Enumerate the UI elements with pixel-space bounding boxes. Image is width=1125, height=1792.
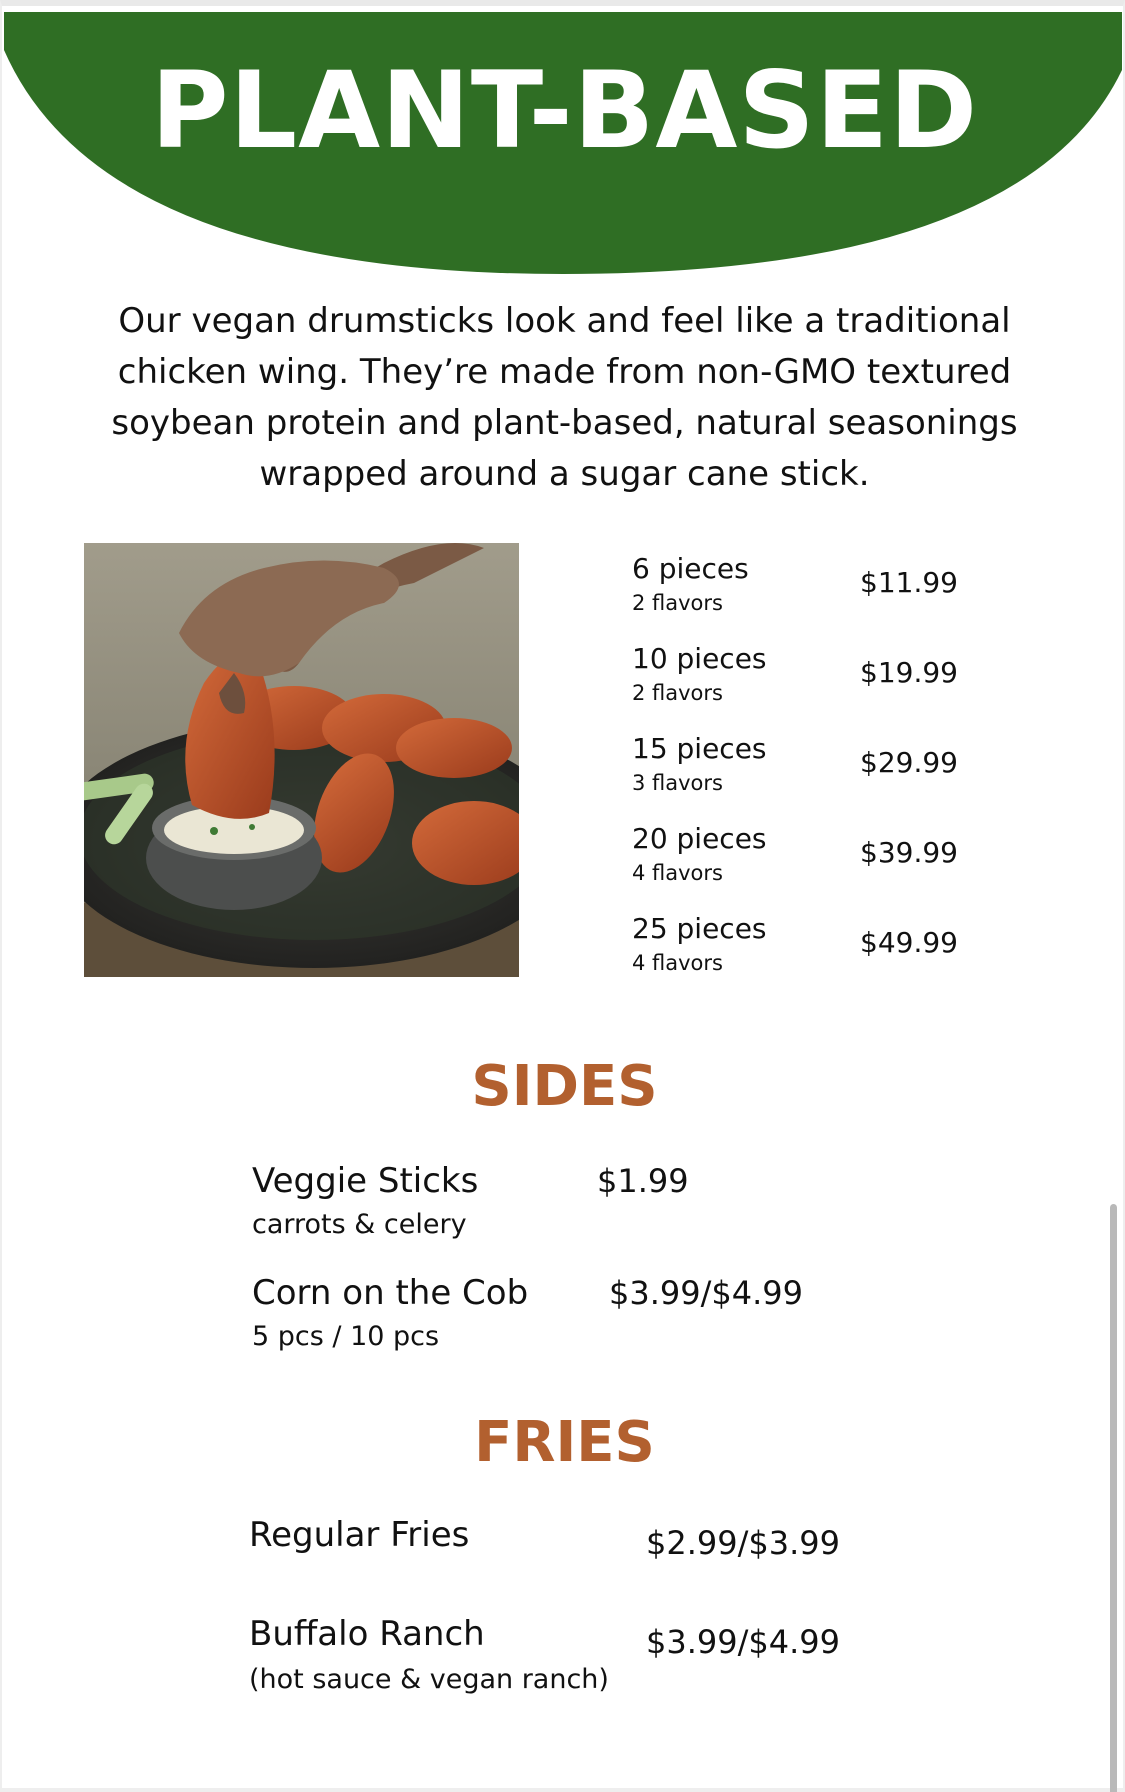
wing-pieces: 6 pieces xyxy=(632,552,749,585)
wing-item xyxy=(632,642,972,732)
item-name: Veggie Sticks xyxy=(252,1161,479,1201)
wing-flavors: 4 flavors xyxy=(632,951,723,975)
item-subtitle: carrots & celery xyxy=(252,1209,467,1240)
wing-price: $11.99 xyxy=(860,566,958,599)
vegan-drumstick-photo xyxy=(84,543,519,977)
wing-item xyxy=(632,912,972,1002)
description-line: wrapped around a sugar cane stick. xyxy=(259,454,870,494)
wing-pieces: 20 pieces xyxy=(632,822,767,855)
item-name: Corn on the Cob xyxy=(252,1273,529,1313)
wing-flavors: 2 flavors xyxy=(632,681,723,705)
wing-price: $29.99 xyxy=(860,746,958,779)
drumstick-plate-illustration xyxy=(84,543,519,977)
wing-pieces: 15 pieces xyxy=(632,732,767,765)
item-subtitle: (hot sauce & vegan ranch) xyxy=(249,1664,609,1695)
wing-price: $39.99 xyxy=(860,836,958,869)
item-price: $1.99 xyxy=(597,1162,689,1200)
description-line: soybean protein and plant-based, natural seasonings xyxy=(111,403,1018,443)
page-title: PLANT-BASED xyxy=(150,49,979,172)
item-name: Buffalo Ranch xyxy=(249,1614,485,1654)
wing-flavors: 4 flavors xyxy=(632,861,723,885)
wing-pieces: 10 pieces xyxy=(632,642,767,675)
menu-description xyxy=(82,296,1047,500)
wing-pieces: 25 pieces xyxy=(632,912,767,945)
wing-item xyxy=(632,822,972,912)
fries-heading: FRIES xyxy=(474,1410,655,1475)
item-name: Regular Fries xyxy=(249,1515,470,1555)
wing-flavors: 2 flavors xyxy=(632,591,723,615)
item-price: $3.99/$4.99 xyxy=(609,1274,803,1312)
wing-item xyxy=(632,552,972,642)
sides-heading: SIDES xyxy=(471,1054,658,1119)
wing-price: $49.99 xyxy=(860,926,958,959)
description-line: Our vegan drumsticks look and feel like a traditional xyxy=(118,301,1011,341)
wing-price-list xyxy=(632,552,972,1002)
wing-item xyxy=(632,732,972,822)
item-price: $2.99/$3.99 xyxy=(646,1524,840,1562)
item-subtitle: 5 pcs / 10 pcs xyxy=(252,1321,440,1352)
wing-price: $19.99 xyxy=(860,656,958,689)
vertical-scrollbar[interactable] xyxy=(1110,1204,1117,1792)
wing-flavors: 3 flavors xyxy=(632,771,723,795)
item-price: $3.99/$4.99 xyxy=(646,1623,840,1661)
description-line: chicken wing. They’re made from non-GMO textured xyxy=(117,352,1012,392)
